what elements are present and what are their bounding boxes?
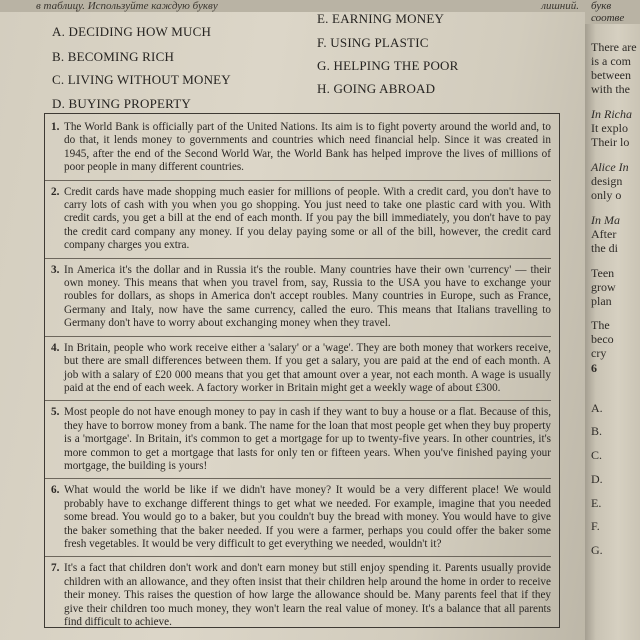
adjacent-line: beco [591, 332, 614, 346]
adjacent-line: design [591, 174, 623, 188]
paragraph-text: The World Bank is officially part of the United Nations. Its aim is to fight poverty around the world and, to do that, it lends money to governments and countries which need financial help. Since it was created in 1945, after the end of the Second World War, the World Bank has helped improve the lives of millions of poor people in many different countries. [64, 121, 551, 174]
instruction-header [0, 0, 585, 12]
adjacent-line: букв [585, 0, 640, 12]
adjacent-line: Teen [591, 266, 615, 280]
adjacent-line: Alice In [591, 160, 629, 174]
adjacent-line: соотве [585, 12, 640, 24]
paragraph-7 [45, 556, 551, 629]
option-b: B. BECOMING RICH [52, 49, 175, 64]
paragraph-number: 7. [51, 562, 60, 575]
adjacent-line: B. [591, 424, 603, 438]
option-a: A. DECIDING HOW MUCH [52, 24, 212, 39]
adjacent-line: C. [591, 448, 603, 462]
adjacent-line: grow [591, 280, 616, 294]
paragraph-text: Most people do not have enough money to pay in cash if they want to buy a house or a flat. Because of this, they have to borrow money from a bank. The name for the loan that most people get when they buy property is a 'mortgage'. In Britain, it's common to get a mortgage for up to twenty-five years. In other countries, it's more common to get a mortgage that lasts for only ten or fifteen years. When you've finished paying your mortgage, the building is yours! [64, 406, 551, 472]
paragraph-4 [45, 336, 551, 396]
option-d: D. BUYING PROPERTY [52, 96, 191, 111]
adjacent-line: E. [591, 496, 602, 510]
reading-text-box [44, 113, 560, 628]
paragraph-number: 3. [51, 263, 60, 276]
paragraph-6 [45, 478, 551, 551]
adjacent-line: In Ma [591, 213, 620, 227]
adjacent-line: only o [591, 188, 622, 202]
option-c: C. LIVING WITHOUT MONEY [52, 72, 231, 87]
option-e: E. EARNING MONEY [317, 11, 445, 26]
adjacent-line: It explo [591, 121, 628, 135]
paragraph-text: In Britain, people who work receive either a 'salary' or a 'wage'. They are both money that workers receive, but there are small differences between them. If you get a salary, you are paid at the end of each month. A job with a salary of £20 000 means that you get that amount over a year, not each month. A wage is usually paid at the end of each week. A factory worker in Britain might get a weekly wage of about £300. [64, 341, 551, 394]
paragraph-text: In America it's the dollar and in Russia it's the rouble. Many countries have their own 'currency' — their own money. This means that when you travel from, say, Russia to the USA you have to exchange your roubles for dollars, as shops in America don't accept roubles. Many countries in Europe, such as France, Germany and Italy, now have the same currency, called the euro. This means that Italians travelling to Germany don't have to worry about exchanging money when they travel. [64, 263, 551, 330]
paragraph-2 [45, 180, 551, 253]
paragraph-number: 1. [51, 121, 60, 133]
adjacent-line: Their lo [591, 135, 630, 149]
adjacent-line: F. [591, 519, 600, 533]
paragraph-3 [45, 258, 551, 331]
paragraph-text: It's a fact that children don't work and don't earn money but still enjoy spending it. Parents usually provide children with an allowance, and they often insist that their children help around the home in order to receive their money. This raises the question of how large the allowance should be. Many parents feel that if they give their children too much money, they won't learn the real value of money. It's a balance that all parents find difficult to achieve. [64, 562, 551, 628]
adjacent-line: with the [591, 82, 630, 96]
adjacent-line: 6 [591, 361, 597, 375]
adjacent-line: In Richa [591, 107, 632, 121]
option-h: H. GOING ABROAD [317, 81, 436, 96]
option-g: G. HELPING THE POOR [317, 58, 459, 73]
adjacent-line: The [591, 318, 610, 332]
paragraph-number: 2. [51, 185, 60, 198]
paragraph-number: 5. [51, 406, 60, 419]
paragraph-text: What would the world be like if we didn't have money? It would be a very different place! We would probably have to exchange different things to get what we needed. For example, imagine that you needed some bread. You would go to a baker, but you couldn't buy the bread with money. You would have to give the baker something that the baker needed. If you were a farmer, perhaps you could offer the baker some fresh vegetables. It would be very difficult to get everything we needed, wouldn't it? [64, 484, 551, 550]
adjacent-line: There are [591, 40, 637, 54]
adjacent-line: plan [591, 294, 612, 308]
paragraph-1 [51, 121, 551, 175]
paragraph-5 [45, 400, 551, 473]
adjacent-page [585, 0, 640, 640]
adjacent-line: the di [591, 241, 618, 255]
instruction-text: в таблицу. Используйте каждую букву [36, 0, 218, 12]
adjacent-line: cry [591, 346, 607, 360]
option-f: F. USING PLASTIC [317, 35, 429, 50]
paragraph-text: Credit cards have made shopping much easier for millions of people. With a credit card, you don't have to carry lots of cash with you when you go shopping. You just need to take one plastic card with you. With credit cards, you get a bill at the end of each month. If you pay the bill immediately, you don't have to pay the credit card company any money. If you delay paying some or all of the bill, however, the credit card company charges you extra. [64, 185, 551, 252]
paragraph-number: 4. [51, 341, 60, 354]
adjacent-line: G. [591, 543, 603, 557]
adjacent-line: is a com [591, 54, 631, 68]
adjacent-line: After [591, 227, 617, 241]
adjacent-line: A. [591, 401, 603, 415]
adjacent-line: between [591, 68, 631, 82]
instruction-text-end: лишний. [541, 0, 579, 12]
paragraph-number: 6. [51, 484, 60, 497]
adjacent-line: D. [591, 472, 603, 486]
